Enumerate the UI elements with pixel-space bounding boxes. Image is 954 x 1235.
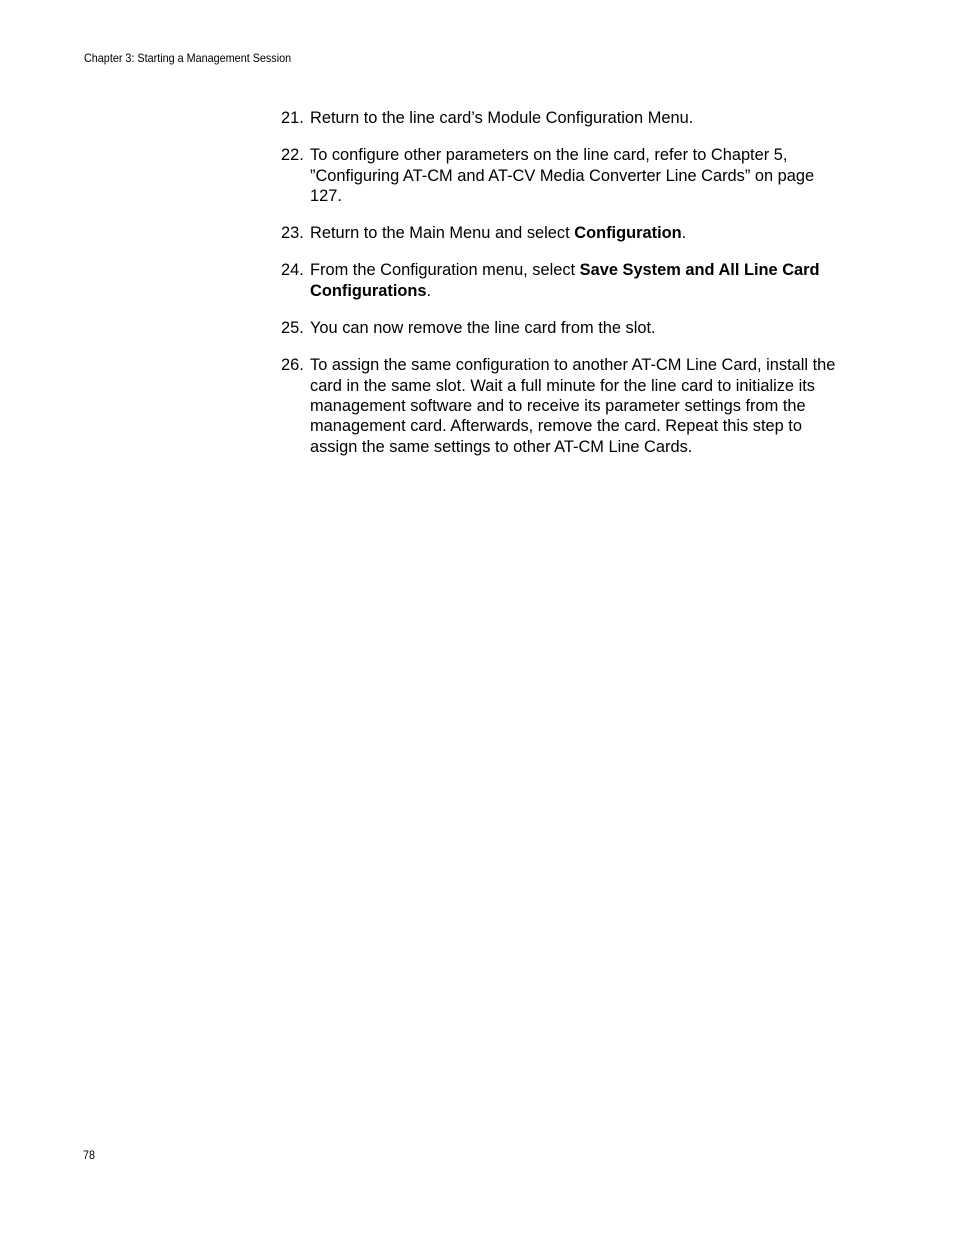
step-text (310, 260, 841, 301)
page-number: 78 (83, 1148, 96, 1162)
procedure-steps-list (281, 108, 841, 457)
step-26 (281, 355, 841, 456)
step-text: Return to the line card’s Module Configuration Menu. (310, 109, 694, 127)
step-text-plain: From the Configuration menu, select (310, 261, 580, 280)
step-23 (281, 223, 841, 243)
running-header: Chapter 3: Starting a Management Session (84, 51, 292, 65)
step-number: 26. (281, 356, 304, 375)
step-number: 21. (281, 109, 304, 127)
step-number: 22. (281, 146, 304, 165)
step-text: To assign the same configuration to another AT-CM Line Card, install the card in the same slot. Wait a full minute for the line card to initialize its management software and to receive its parameter settings from the management card. Afterwards, remove the card. Repeat this step to assign the same settings to other AT-CM Line Cards. (310, 356, 836, 456)
step-text-punctuation: . (426, 281, 432, 300)
menu-option-configuration: Configuration (574, 224, 682, 243)
step-text-punctuation: . (681, 224, 687, 243)
step-text: You can now remove the line card from the slot. (310, 319, 656, 338)
step-number: 24. (281, 261, 304, 280)
step-text-plain: Return to the Main Menu and select (310, 224, 575, 243)
step-text: To configure other parameters on the line card, refer to Chapter 5, ”Configuring AT-CM and AT-CV Media Converter Line Cards” on page 127. (310, 146, 815, 205)
step-number: 25. (281, 319, 304, 338)
step-24 (281, 260, 841, 301)
step-25 (281, 318, 841, 338)
menu-option-save-system: Save System and All Line Card Configurations (310, 261, 820, 300)
step-22 (281, 145, 841, 206)
step-21 (281, 108, 841, 128)
step-number: 23. (281, 224, 304, 243)
step-text (310, 223, 841, 243)
